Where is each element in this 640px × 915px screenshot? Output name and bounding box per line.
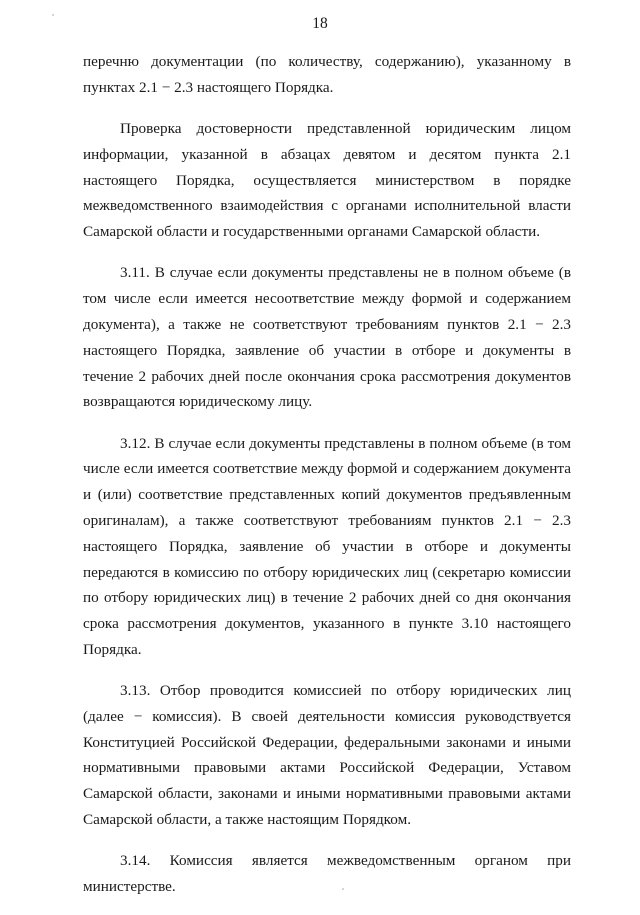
paragraph-continuation: перечню документации (по количеству, содержанию), указанному в пунктах 2.1 − 2.3 настоящего Порядка.	[83, 53, 571, 96]
paragraph-3-14: 3.14. Комиссия является межведомственным органом при министерстве.	[83, 852, 571, 896]
paragraph-3-13: 3.13. Отбор проводится комиссией по отбору юридических лиц (далее − комиссия). В своей деятельности комиссия руководствуется Конституцией Российской Федерации, федеральными законами и иными нормативными правовыми актами Российской Федерации, Уставом Самарской области, законами и иными нормативными правовыми актами Самарской области, а также настоящим Порядком.	[83, 682, 571, 829]
page-number: 18	[312, 15, 328, 32]
paragraph-3-11: 3.11. В случае если документы представлены не в полном объеме (в том числе если имеется несоответствие между формой и содержанием документа), а также не соответствуют требованиям пунктов 2.1 − 2.3 настоящего Порядка, заявление об участии в отборе и документы в течение 2 рабочих дней после окончания срока рассмотрения документов возвращаются юридическому лицу.	[83, 264, 571, 411]
paragraph-3-12: 3.12. В случае если документы представлены в полном объеме (в том числе если имеется соответствие между формой и содержанием документа и (или) соответствие представленных копий документов предъявленным оригиналам), а также соответствуют требованиям пунктов 2.1 − 2.3 настоящего Порядка, заявление об участии в отборе и документы передаются в комиссию по отбору юридических лиц (секретарю комиссии по отбору юридических лиц) в течение 2 рабочих дней со дня окончания срока рассмотрения документов, указанного в пункте 3.10 настоящего Порядка.	[83, 434, 571, 658]
document-body	[83, 49, 571, 915]
paragraph-verification: Проверка достоверности представленной юридическим лицом информации, указанной в абзацах девятом и десятом пункта 2.1 настоящего Порядка, осуществляется министерством в порядке межведомственного взаимодействия с органами исполнительной власти Самарской области и государственными органами Самарской области.	[83, 119, 571, 241]
